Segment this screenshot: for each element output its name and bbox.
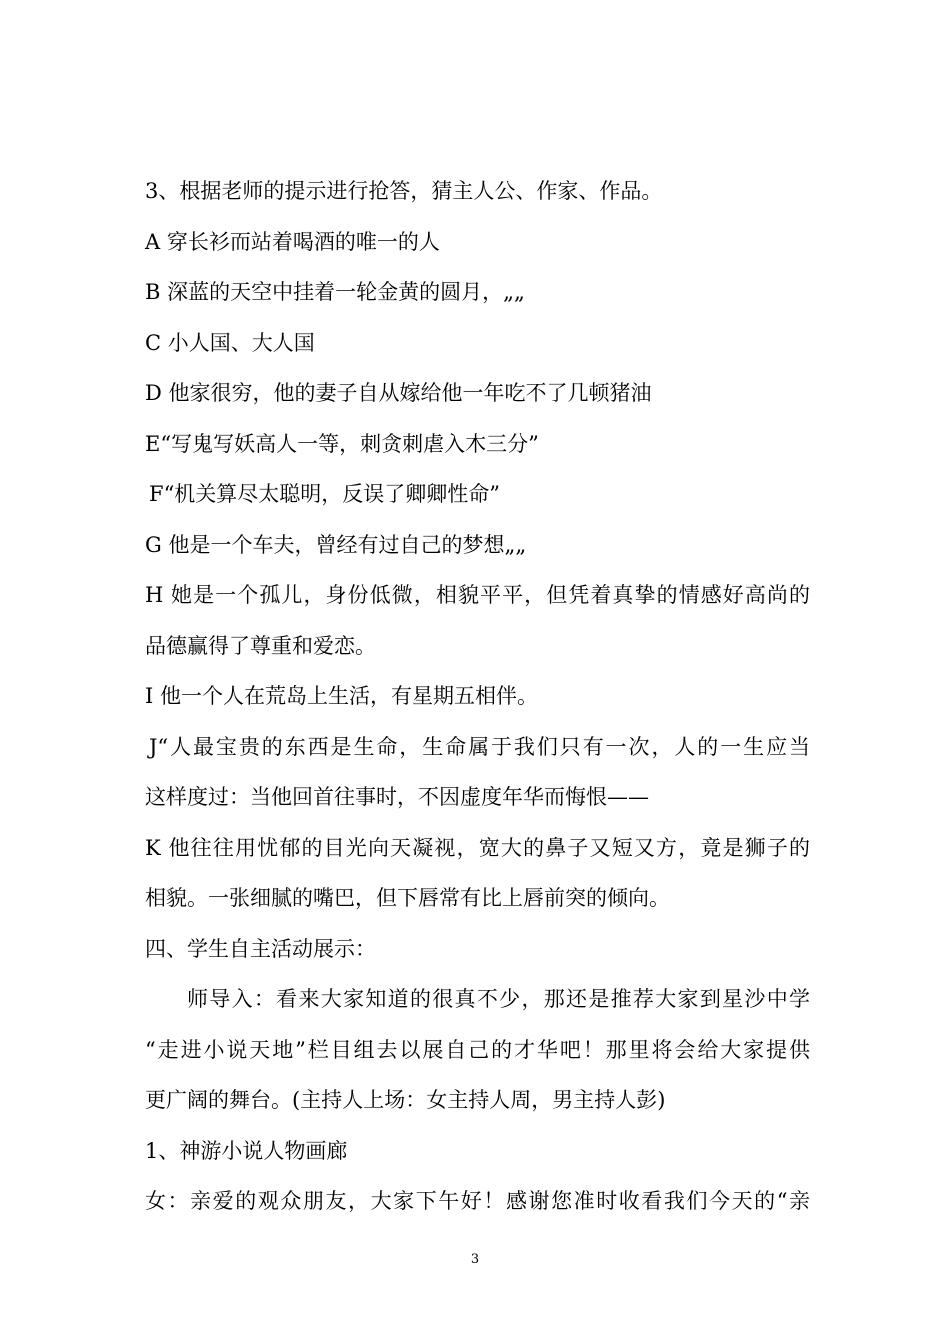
text-line-j: J“人最宝贵的东西是生命，生命属于我们只有一次，人的一生应当 xyxy=(149,734,810,759)
text-line-j-continued: 这样度过：当他回首往事时，不因虚度年华而悔恨—— xyxy=(145,785,649,809)
text-line-h: H 她是一个孤儿，身份低微，相貌平平，但凭着真挚的情感好高尚的 xyxy=(145,583,810,607)
text-line-d: D 他家很穷，他的妻子自从嫁给他一年吃不了几顿猪油 xyxy=(145,381,652,405)
text-line-f: F“机关算尽太聪明，反误了卿卿性命” xyxy=(149,482,501,506)
text-line-e: E“写鬼写妖高人一等，刺贪刺虐入木三分” xyxy=(145,431,539,456)
page-number: 3 xyxy=(470,1252,480,1267)
document-body xyxy=(145,166,810,1227)
paragraph-intro-line-3: 更广阔的舞台。(主持人上场：女主持人周，男主持人彭) xyxy=(145,1088,666,1112)
text-line-k: K 他往往用忧郁的目光向天凝视，宽大的鼻子又短又方，竟是狮子的 xyxy=(145,835,810,860)
text-line-host-female: 女：亲爱的观众朋友，大家下午好！感谢您准时收看我们今天的“亲 xyxy=(145,1189,810,1213)
text-line-h-continued: 品德赢得了尊重和爱恋。 xyxy=(145,633,376,658)
text-line-i: I 他一个人在荒岛上生活，有星期五相伴。 xyxy=(145,684,538,708)
text-line-k-continued: 相貌。一张细腻的嘴巴，但下唇常有比上唇前突的倾向。 xyxy=(145,886,670,910)
text-line-a: A 穿长衫而站着喝酒的唯一的人 xyxy=(145,229,440,254)
text-line-b: B 深蓝的天空中挂着一轮金黄的圆月，„„ xyxy=(145,280,525,304)
text-line-g: G 他是一个车夫，曾经有过自己的梦想„„ xyxy=(145,532,527,557)
text-line-q3-heading: 3、根据老师的提示进行抢答，猜主人公、作家、作品。 xyxy=(145,179,663,203)
paragraph-intro-line-1: 师导入：看来大家知道的很真不少，那还是推荐大家到星沙中学 xyxy=(187,987,810,1011)
section-heading-4: 四、学生自主活动展示： xyxy=(145,936,376,961)
subheading-1: 1、神游小说人物画廊 xyxy=(145,1138,348,1163)
paragraph-intro-line-2: “走进小说天地”栏目组去以展自己的才华吧！那里将会给大家提供 xyxy=(145,1037,810,1062)
text-line-c: C 小人国、大人国 xyxy=(145,330,315,355)
